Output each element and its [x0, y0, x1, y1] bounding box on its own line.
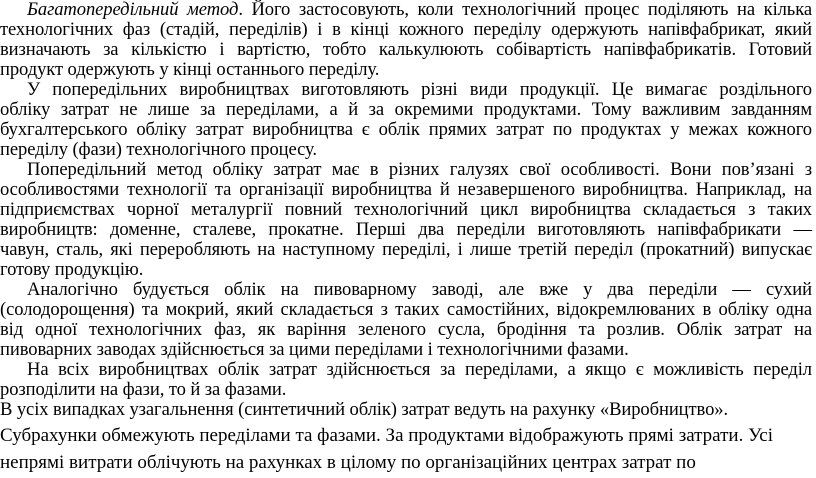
- paragraph-7-line-1: Субрахунки обмежують переділами та фазами. За продуктами відображують прямі затрати. Усі: [0, 425, 773, 446]
- paragraph-4-line-1: Аналогічно будується облік на пивоварному заводі, але вже у два переділи — сухий: [27, 279, 812, 300]
- paragraph-3-line-4: виробництв: доменне, сталеве, прокатне. Перші два переділи виготовляють напівфабрикати —: [0, 219, 812, 240]
- paragraph-1-line-4: продукт одержують у кінці останнього переділу.: [0, 59, 380, 80]
- paragraph-2-line-3: бухгалтерського обліку затрат виробництва є облік прямих затрат по продуктах у межах кожного: [0, 119, 812, 140]
- paragraph-2-line-1: У попередільних виробництвах виготовляють різні види продукції. Це вимагає роздільного: [27, 79, 812, 100]
- paragraph-3-line-6: готову продукцію.: [0, 259, 144, 280]
- paragraph-3-line-1: Попередільний метод обліку затрат має в різних галузях свої особливості. Вони пов’язані з: [27, 159, 812, 180]
- paragraph-3-line-3: підприємствах чорної металургії повний технологічний цикл виробництва складається з таких: [0, 199, 812, 220]
- paragraph-2-line-2: обліку затрат не лише за переділами, а й за окремими продуктами. Тому важливим завданням: [0, 99, 812, 120]
- paragraph-3-line-2: особливостями технології та організації виробництва й незавершеного виробництва. Наприклад, на: [0, 179, 812, 200]
- paragraph-2-line-4: переділу (фази) технологічного процесу.: [0, 139, 317, 160]
- paragraph-4-line-2: (солодорощення) та мокрий, який складається з таких самостійних, відокремлюваних в обліку одна: [0, 299, 812, 320]
- paragraph-1-line-2: технологічних фаз (стадій, переділів) і в кінці кожного переділу одержують напівфабрикат, який: [0, 19, 812, 40]
- paragraph-5-line-2: розподілити на фази, то й за фазами.: [0, 379, 287, 400]
- paragraph-7-line-2: непрямі витрати облічують на рахунках в цілому по організаційних центрах затрат по: [0, 452, 696, 473]
- paragraph-1-line-3: визначають за кількістю і вартістю, тобто калькулюють собівартість напівфабрикатів. Готовий: [0, 39, 812, 60]
- paragraph-4-line-4: пивоварних заводах здійснюється за цими переділами і технологічними фазами.: [0, 339, 629, 360]
- paragraph-1-line-1: [27, 0, 812, 20]
- paragraph-5-line-1: На всіх виробництвах облік затрат здійснюється за переділами, а якщо є можливість переділ: [27, 359, 812, 380]
- paragraph-3-line-5: чавун, сталь, які переробляють на наступному переділі, і лише третій переділ (прокатний) випускає: [0, 239, 812, 260]
- paragraph-6-line-1: В усіх випадках узагальнення (синтетичний облік) затрат ведуть на рахунку «Виробництво».: [0, 399, 729, 420]
- paragraph-1-line-1-text: . Його застосовують, коли технологічний процес поділяють на кілька: [238, 0, 812, 20]
- paragraph-4-line-3: від одної технологічних фаз, як варіння зеленого сусла, бродіння та розлив. Облік затрат на: [0, 319, 812, 340]
- method-term: Багатопередільний метод: [27, 0, 239, 20]
